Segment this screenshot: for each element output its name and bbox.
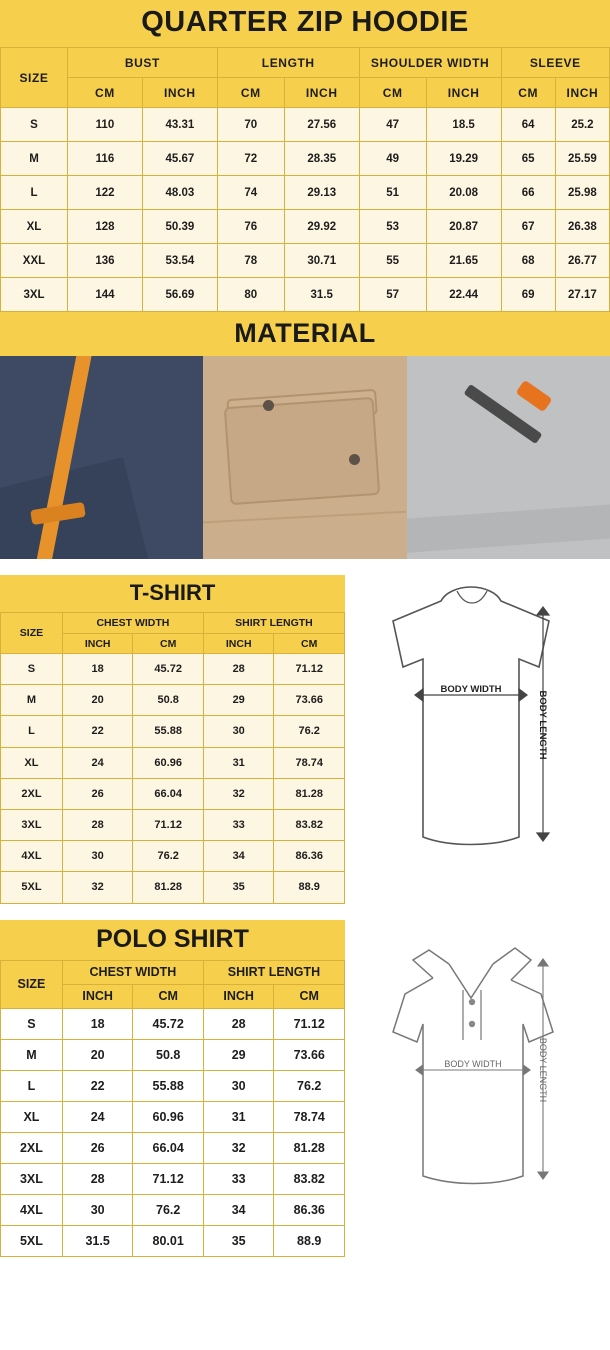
tshirt-unit-length-cm: CM (274, 634, 345, 654)
row-size: 2XL (1, 778, 63, 809)
cell: 25.2 (555, 108, 609, 142)
cell: 20.08 (426, 176, 501, 210)
row-size: 5XL (1, 872, 63, 903)
cell: 30 (62, 1194, 133, 1225)
cell: 76.2 (133, 1194, 204, 1225)
cell: 26.38 (555, 210, 609, 244)
cell: 33 (203, 1163, 274, 1194)
hoodie-unit-length-cm: CM (217, 78, 284, 108)
material-section-title: MATERIAL (0, 312, 610, 356)
cell: 28.35 (284, 142, 359, 176)
cell: 20 (62, 1039, 133, 1070)
hoodie-section-title: QUARTER ZIP HOODIE (0, 0, 610, 47)
cell: 60.96 (133, 747, 204, 778)
cell: 78 (217, 244, 284, 278)
cell: 22 (62, 716, 133, 747)
cell: 26 (62, 1132, 133, 1163)
cell: 71.12 (274, 654, 345, 685)
cell: 18 (62, 1008, 133, 1039)
tshirt-diagram (345, 575, 610, 904)
table-row (1, 809, 345, 840)
cell: 51 (359, 176, 426, 210)
table-row (1, 778, 345, 809)
spacer (0, 559, 610, 575)
hoodie-col-length: LENGTH (217, 48, 359, 78)
cell: 76.2 (274, 1070, 345, 1101)
cell: 81.28 (274, 778, 345, 809)
cell: 66.04 (133, 1132, 204, 1163)
cell: 55 (359, 244, 426, 278)
polo-body-length-label: BODY LENGTH (537, 1037, 548, 1102)
cell: 24 (62, 747, 133, 778)
cell: 19.29 (426, 142, 501, 176)
cell: 45.72 (133, 1008, 204, 1039)
cell: 76.2 (133, 841, 204, 872)
polo-unit-length-inch: INCH (203, 984, 274, 1008)
polo-size-table (0, 960, 345, 1257)
cell: 31.5 (62, 1225, 133, 1256)
cell: 76.2 (274, 716, 345, 747)
polo-unit-length-cm: CM (274, 984, 345, 1008)
row-size: 3XL (1, 809, 63, 840)
cell: 71.12 (133, 809, 204, 840)
cell: 57 (359, 278, 426, 312)
table-row (1, 176, 610, 210)
tshirt-section (0, 575, 610, 904)
table-row (1, 685, 345, 716)
hoodie-unit-bust-inch: INCH (142, 78, 217, 108)
tshirt-section-title: T-SHIRT (0, 575, 345, 612)
cell: 60.96 (133, 1101, 204, 1132)
polo-diagram (345, 920, 610, 1257)
cell: 21.65 (426, 244, 501, 278)
cell: 73.66 (274, 685, 345, 716)
polo-section (0, 920, 610, 1257)
cell: 116 (67, 142, 142, 176)
cell: 71.12 (274, 1008, 345, 1039)
cell: 31.5 (284, 278, 359, 312)
table-row (1, 1070, 345, 1101)
cell: 83.82 (274, 809, 345, 840)
spacer (0, 904, 610, 920)
cell: 86.36 (274, 841, 345, 872)
grey-zipper-detail-photo (407, 356, 610, 559)
cell: 29 (203, 1039, 274, 1070)
row-size: XL (1, 210, 68, 244)
cell: 50.8 (133, 1039, 204, 1070)
cell: 88.9 (274, 1225, 345, 1256)
cell: 26 (62, 778, 133, 809)
row-size: 5XL (1, 1225, 63, 1256)
table-row (1, 244, 610, 278)
table-row (1, 1225, 345, 1256)
cell: 88.9 (274, 872, 345, 903)
row-size: XL (1, 1101, 63, 1132)
table-row (1, 872, 345, 903)
cell: 43.31 (142, 108, 217, 142)
cell: 20 (62, 685, 133, 716)
polo-unit-chest-inch: INCH (62, 984, 133, 1008)
tshirt-unit-length-inch: INCH (203, 634, 274, 654)
cell: 81.28 (133, 872, 204, 903)
hoodie-col-bust: BUST (67, 48, 217, 78)
cell: 30 (62, 841, 133, 872)
table-row (1, 210, 610, 244)
tan-sleeve-pocket-photo (203, 356, 406, 559)
polo-outline-svg (353, 920, 603, 1210)
cell: 45.72 (133, 654, 204, 685)
cell: 33 (203, 809, 274, 840)
tshirt-unit-chest-cm: CM (133, 634, 204, 654)
cell: 45.67 (142, 142, 217, 176)
tshirt-body-length-label: BODY LENGTH (536, 690, 548, 760)
cell: 29.92 (284, 210, 359, 244)
table-row (1, 1008, 345, 1039)
hoodie-unit-row (1, 78, 610, 108)
cell: 64 (501, 108, 555, 142)
tshirt-col-size: SIZE (1, 613, 63, 654)
cell: 28 (203, 1008, 274, 1039)
tshirt-outline-svg (353, 575, 603, 865)
cell: 25.59 (555, 142, 609, 176)
table-row (1, 1039, 345, 1070)
cell: 27.56 (284, 108, 359, 142)
cell: 26.77 (555, 244, 609, 278)
row-size: 3XL (1, 1163, 63, 1194)
cell: 25.98 (555, 176, 609, 210)
polo-header-row (1, 960, 345, 984)
cell: 50.8 (133, 685, 204, 716)
cell: 28 (62, 1163, 133, 1194)
cell: 28 (203, 654, 274, 685)
row-size: M (1, 142, 68, 176)
cell: 53 (359, 210, 426, 244)
cell: 69 (501, 278, 555, 312)
cell: 71.12 (133, 1163, 204, 1194)
tshirt-col-chest: CHEST WIDTH (62, 613, 203, 634)
hoodie-header-row (1, 48, 610, 78)
cell: 122 (67, 176, 142, 210)
material-photo-strip (0, 356, 610, 559)
table-row (1, 108, 610, 142)
polo-section-title: POLO SHIRT (0, 920, 345, 960)
cell: 34 (203, 1194, 274, 1225)
cell: 76 (217, 210, 284, 244)
tshirt-unit-chest-inch: INCH (62, 634, 133, 654)
cell: 22.44 (426, 278, 501, 312)
cell: 144 (67, 278, 142, 312)
tshirt-col-length: SHIRT LENGTH (203, 613, 344, 634)
tshirt-body-width-label: BODY WIDTH (439, 684, 502, 695)
cell: 55.88 (133, 716, 204, 747)
cell: 32 (203, 778, 274, 809)
cell: 31 (203, 747, 274, 778)
cell: 35 (203, 872, 274, 903)
hoodie-unit-shoulder-inch: INCH (426, 78, 501, 108)
table-row (1, 654, 345, 685)
cell: 78.74 (274, 747, 345, 778)
cell: 67 (501, 210, 555, 244)
table-row (1, 142, 610, 176)
cell: 80 (217, 278, 284, 312)
cell: 86.36 (274, 1194, 345, 1225)
cell: 74 (217, 176, 284, 210)
cell: 31 (203, 1101, 274, 1132)
row-size: S (1, 108, 68, 142)
cell: 47 (359, 108, 426, 142)
table-row (1, 747, 345, 778)
hoodie-size-table (0, 47, 610, 312)
navy-hoodie-drawstring-photo (0, 356, 203, 559)
cell: 128 (67, 210, 142, 244)
table-row (1, 1132, 345, 1163)
cell: 34 (203, 841, 274, 872)
row-size: 4XL (1, 1194, 63, 1225)
tshirt-header-row (1, 613, 345, 634)
cell: 24 (62, 1101, 133, 1132)
polo-col-chest: CHEST WIDTH (62, 960, 203, 984)
row-size: S (1, 1008, 63, 1039)
cell: 50.39 (142, 210, 217, 244)
cell: 136 (67, 244, 142, 278)
cell: 28 (62, 809, 133, 840)
cell: 32 (62, 872, 133, 903)
row-size: L (1, 716, 63, 747)
polo-body-width-label: BODY WIDTH (443, 1058, 502, 1069)
cell: 20.87 (426, 210, 501, 244)
cell: 35 (203, 1225, 274, 1256)
cell: 68 (501, 244, 555, 278)
table-row (1, 1194, 345, 1225)
cell: 55.88 (133, 1070, 204, 1101)
row-size: L (1, 1070, 63, 1101)
hoodie-col-size: SIZE (1, 48, 68, 108)
row-size: M (1, 685, 63, 716)
hoodie-unit-length-inch: INCH (284, 78, 359, 108)
row-size: 2XL (1, 1132, 63, 1163)
cell: 65 (501, 142, 555, 176)
cell: 80.01 (133, 1225, 204, 1256)
table-row (1, 278, 610, 312)
row-size: XXL (1, 244, 68, 278)
cell: 70 (217, 108, 284, 142)
cell: 18 (62, 654, 133, 685)
row-size: XL (1, 747, 63, 778)
cell: 81.28 (274, 1132, 345, 1163)
tshirt-size-table (0, 612, 345, 904)
cell: 72 (217, 142, 284, 176)
row-size: L (1, 176, 68, 210)
hoodie-unit-shoulder-cm: CM (359, 78, 426, 108)
hoodie-col-sleeve: SLEEVE (501, 48, 609, 78)
cell: 30 (203, 716, 274, 747)
cell: 30 (203, 1070, 274, 1101)
cell: 32 (203, 1132, 274, 1163)
cell: 83.82 (274, 1163, 345, 1194)
table-row (1, 1101, 345, 1132)
table-row (1, 841, 345, 872)
polo-unit-chest-cm: CM (133, 984, 204, 1008)
row-size: S (1, 654, 63, 685)
cell: 27.17 (555, 278, 609, 312)
cell: 48.03 (142, 176, 217, 210)
cell: 66 (501, 176, 555, 210)
cell: 49 (359, 142, 426, 176)
cell: 29.13 (284, 176, 359, 210)
cell: 56.69 (142, 278, 217, 312)
cell: 29 (203, 685, 274, 716)
row-size: 3XL (1, 278, 68, 312)
cell: 22 (62, 1070, 133, 1101)
row-size: 4XL (1, 841, 63, 872)
cell: 66.04 (133, 778, 204, 809)
hoodie-unit-sleeve-inch: INCH (555, 78, 609, 108)
cell: 110 (67, 108, 142, 142)
cell: 53.54 (142, 244, 217, 278)
polo-col-length: SHIRT LENGTH (203, 960, 344, 984)
cell: 30.71 (284, 244, 359, 278)
cell: 78.74 (274, 1101, 345, 1132)
hoodie-col-shoulder: SHOULDER WIDTH (359, 48, 501, 78)
cell: 18.5 (426, 108, 501, 142)
hoodie-unit-bust-cm: CM (67, 78, 142, 108)
table-row (1, 716, 345, 747)
table-row (1, 1163, 345, 1194)
row-size: M (1, 1039, 63, 1070)
polo-col-size: SIZE (1, 960, 63, 1008)
hoodie-unit-sleeve-cm: CM (501, 78, 555, 108)
cell: 73.66 (274, 1039, 345, 1070)
